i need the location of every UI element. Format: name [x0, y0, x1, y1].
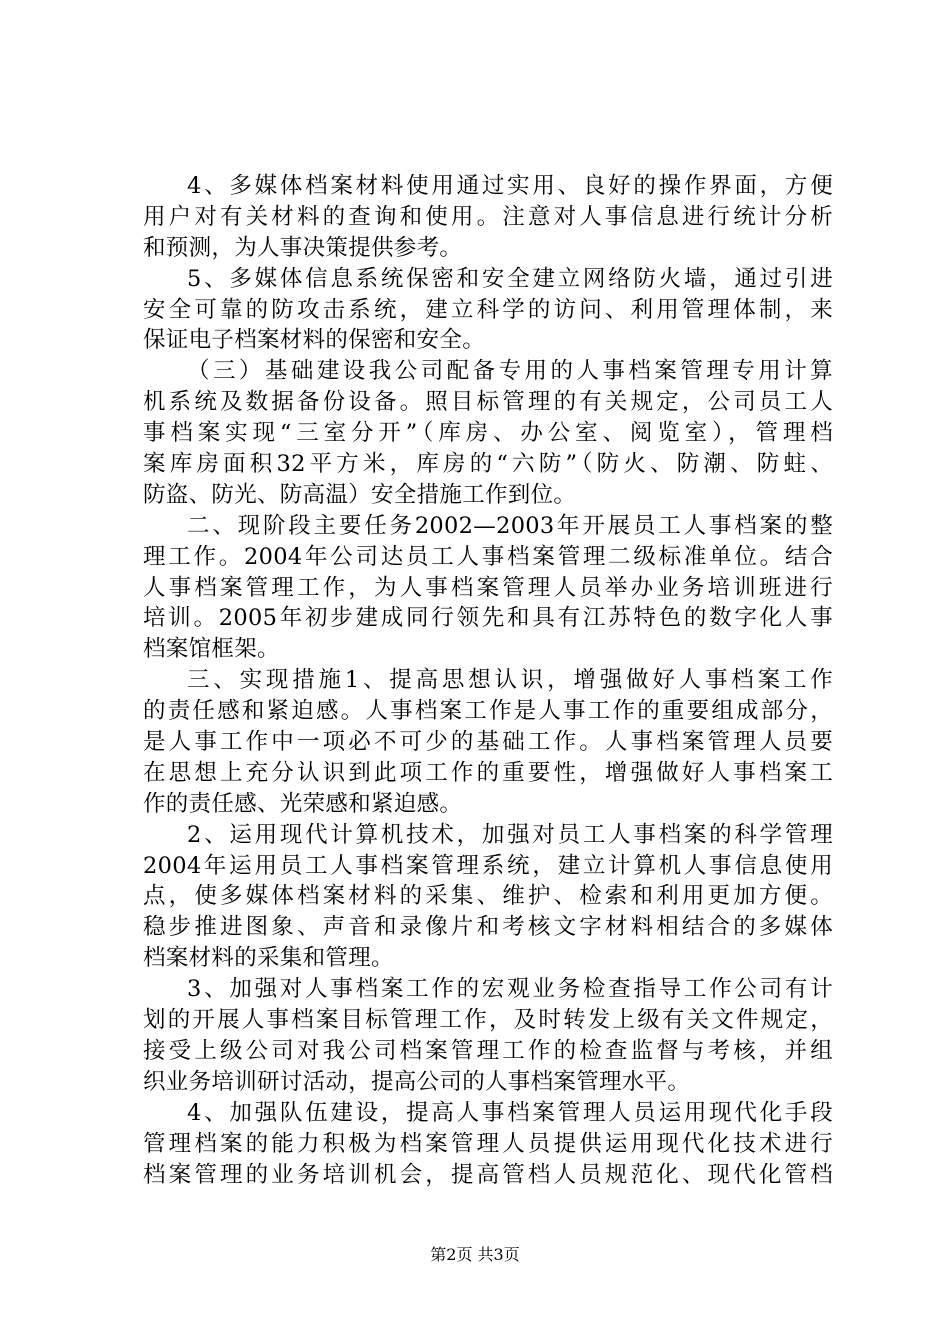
text-line: 事档案实现“三室分开”（库房、办公室、阅览室），管理档: [143, 420, 833, 447]
document-body: [143, 171, 833, 1190]
text-line: 档案管理的业务培训机会，提高管档人员规范化、现代化管档: [143, 1161, 833, 1188]
text-line: 管理档案的能力积极为档案管理人员提供运用现代化技术进行: [143, 1130, 833, 1157]
text-line: 三、实现措施1、提高思想认识，增强做好人事档案工作: [187, 667, 833, 694]
text-line: 划的开展人事档案目标管理工作，及时转发上级有关文件规定，: [143, 1007, 833, 1034]
text-line: 档案材料的采集和管理。: [143, 945, 394, 972]
text-line: 织业务培训研讨活动，提高公司的人事档案管理水平。: [143, 1068, 691, 1095]
text-line: 2、运用现代计算机技术，加强对员工人事档案的科学管理: [187, 821, 833, 848]
text-line: 用户对有关材料的查询和使用。注意对人事信息进行统计分析: [143, 203, 833, 230]
text-line: 4、多媒体档案材料使用通过实用、良好的操作界面，方便: [187, 173, 833, 199]
text-line: 稳步推进图象、声音和录像片和考核文字材料相结合的多媒体: [143, 914, 833, 941]
text-line: 4、加强队伍建设，提高人事档案管理人员运用现代化手段: [187, 1099, 833, 1126]
text-line: 机系统及数据备份设备。照目标管理的有关规定，公司员工人: [143, 389, 833, 416]
text-line: （三）基础建设我公司配备专用的人事档案管理专用计算: [187, 358, 833, 385]
text-line: 二、现阶段主要任务2002—2003年开展员工人事档案的整: [187, 512, 833, 539]
text-line: 接受上级公司对我公司档案管理工作的检查监督与考核，并组: [143, 1037, 833, 1064]
text-line: 和预测，为人事决策提供参考。: [143, 234, 463, 261]
text-line: 培训。2005年初步建成同行领先和具有江苏特色的数字化人事: [143, 605, 833, 632]
text-line: 点，使多媒体档案材料的采集、维护、检索和利用更加方便。: [143, 883, 833, 910]
text-line: 安全可靠的防攻击系统，建立科学的访问、利用管理体制，来: [143, 296, 833, 323]
text-line: 是人事工作中一项必不可少的基础工作。人事档案管理人员要: [143, 729, 833, 756]
text-line: 保证电子档案材料的保密和安全。: [143, 327, 486, 354]
text-line: 人事档案管理工作，为人事档案管理人员举办业务培训班进行: [143, 574, 833, 601]
page-footer: 第2页 共3页: [430, 1245, 520, 1264]
text-line: 案库房面积32平方米，库房的“六防”（防火、防潮、防蛀、: [143, 451, 833, 478]
text-line: 档案馆框架。: [143, 636, 280, 663]
text-line: 3、加强对人事档案工作的宏观业务检查指导工作公司有计: [187, 976, 833, 1003]
text-line: 的责任感和紧迫感。人事档案工作是人事工作的重要组成部分，: [143, 698, 833, 725]
text-line: 在思想上充分认识到此项工作的重要性，增强做好人事档案工: [143, 759, 833, 786]
text-line: 理工作。2004年公司达员工人事档案管理二级标准单位。结合: [143, 543, 833, 570]
text-line: 2004年运用员工人事档案管理系统，建立计算机人事信息使用: [143, 852, 833, 879]
text-line: 作的责任感、光荣感和紧迫感。: [143, 790, 463, 817]
text-line: 防盗、防光、防高温）安全措施工作到位。: [143, 481, 577, 508]
text-line: 5、多媒体信息系统保密和安全建立网络防火墙，通过引进: [187, 265, 833, 292]
